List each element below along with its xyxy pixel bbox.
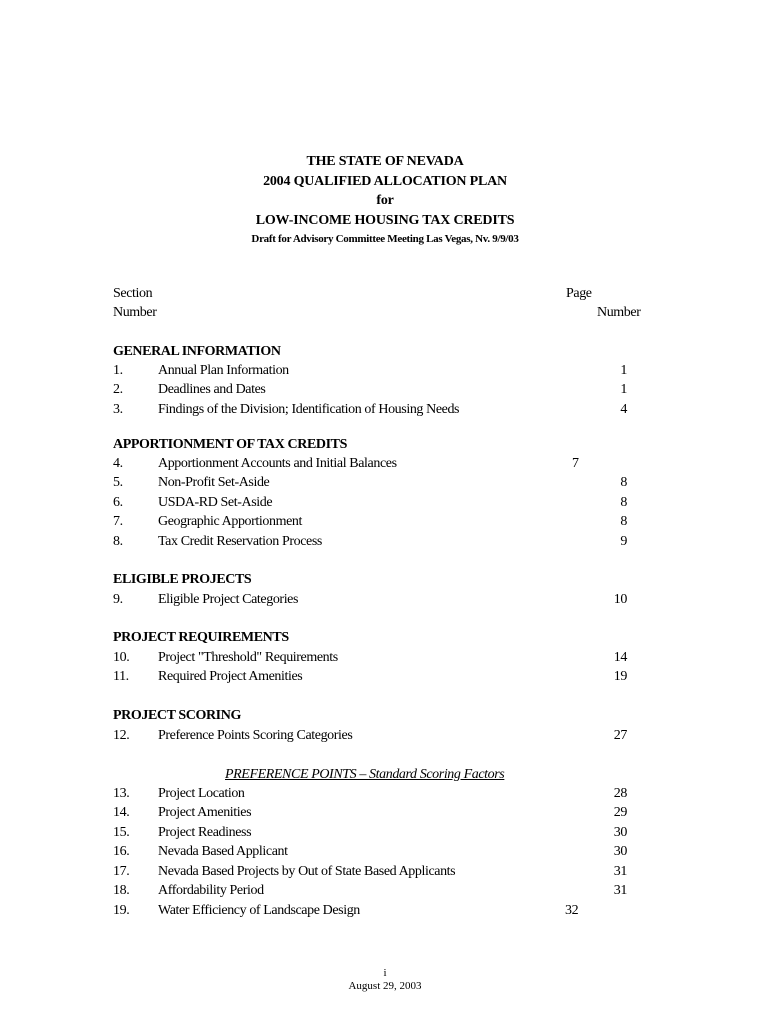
toc-page: 9 [620,534,627,549]
section-heading-general: GENERAL INFORMATION [113,344,281,359]
toc-label: Water Efficiency of Landscape Design [158,903,360,918]
toc-label: Affordability Period [158,883,264,898]
section-heading-eligible: ELIGIBLE PROJECTS [113,572,252,587]
section-number-header: Number [113,305,157,320]
toc-label: Eligible Project Categories [158,592,299,607]
toc-label: Findings of the Division; Identification of Housing Needs [158,402,460,417]
toc-number: 16. [113,844,130,859]
toc-number: 17. [113,864,130,879]
toc-page: 1 [620,382,627,397]
toc-page: 10 [613,592,627,607]
toc-page: 8 [620,514,627,529]
toc-number: 5. [113,475,123,490]
toc-label: Project "Threshold" Requirements [158,650,338,665]
toc-number: 15. [113,825,130,840]
toc-number: 10. [113,650,130,665]
page-number-header: Number [597,305,641,320]
section-column-header: Section [113,286,153,301]
toc-number: 19. [113,903,130,918]
toc-label: Project Readiness [158,825,252,840]
toc-page: 30 [613,825,627,840]
toc-number: 3. [113,402,123,417]
title-line-2: 2004 QUALIFIED ALLOCATION PLAN [263,173,507,189]
toc-page: 1 [620,363,627,378]
toc-label: Project Location [158,786,245,801]
toc-page: 8 [620,495,627,510]
toc-page: 7 [572,456,579,471]
toc-number: 7. [113,514,123,529]
toc-page: 31 [613,864,627,879]
toc-page: 29 [613,805,627,820]
toc-label: Project Amenities [158,805,252,820]
section-heading-apportionment: APPORTIONMENT OF TAX CREDITS [113,437,347,452]
toc-number: 12. [113,728,130,743]
title-line-3: for [376,193,394,208]
toc-page: 31 [613,883,627,898]
toc-page: 28 [613,786,627,801]
preference-points-heading: PREFERENCE POINTS – Standard Scoring Factors [225,767,505,782]
subtitle: Draft for Advisory Committee Meeting Las Vegas, Nv. 9/9/03 [251,233,519,245]
title-line-4: LOW-INCOME HOUSING TAX CREDITS [255,212,515,228]
footer-date: August 29, 2003 [348,980,422,992]
toc-label: Nevada Based Projects by Out of State Based Applicants [158,864,456,879]
toc-page: 30 [613,844,627,859]
title-line-1: THE STATE OF NEVADA [306,154,464,169]
toc-number: 2. [113,382,123,397]
toc-number: 13. [113,786,130,801]
toc-label: Deadlines and Dates [158,382,266,397]
section-heading-scoring: PROJECT SCORING [113,708,241,723]
page-column-header: Page [566,286,592,301]
toc-label: USDA-RD Set-Aside [158,495,273,510]
toc-number: 4. [113,456,123,471]
toc-label: Geographic Apportionment [158,514,302,529]
toc-number: 14. [113,805,130,820]
toc-label: Nevada Based Applicant [158,844,288,859]
toc-label: Non-Profit Set-Aside [158,475,270,490]
toc-page: 32 [565,903,579,918]
toc-number: 8. [113,534,123,549]
toc-number: 6. [113,495,123,510]
toc-page: 27 [613,728,627,743]
toc-page: 14 [613,650,627,665]
toc-page: 4 [620,402,627,417]
footer-page-numeral: i [383,967,387,979]
toc-label: Preference Points Scoring Categories [158,728,353,743]
toc-page: 19 [613,669,627,684]
toc-page: 8 [620,475,627,490]
toc-number: 11. [113,669,129,684]
title-block [0,152,770,247]
toc-label: Annual Plan Information [158,363,289,378]
section-heading-requirements: PROJECT REQUIREMENTS [113,630,289,645]
toc-label: Apportionment Accounts and Initial Balances [158,456,397,471]
toc-number: 9. [113,592,123,607]
toc-number: 18. [113,883,130,898]
toc-label: Tax Credit Reservation Process [158,534,322,549]
toc-number: 1. [113,363,123,378]
toc-label: Required Project Amenities [158,669,303,684]
